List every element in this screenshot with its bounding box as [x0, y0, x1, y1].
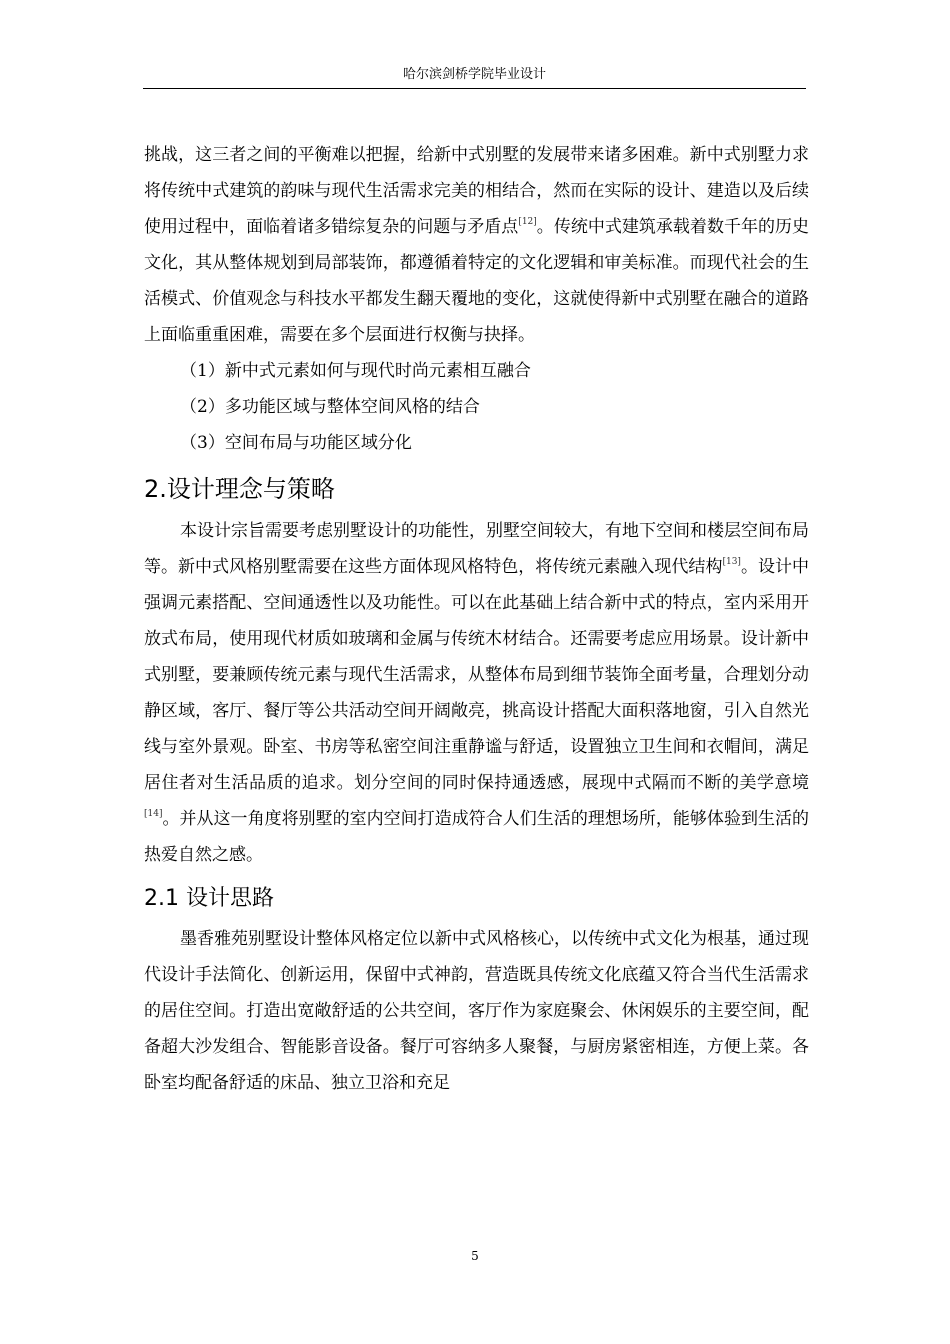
- paragraph-challenges: [144, 137, 809, 353]
- paragraph-text: 。传统中式建筑承载着数千年的历史文化，其从整体规划到局部装饰，都遵循着特定的文化逻辑和审美标准。而现代社会的生活模式、价值观念与科技水平都发生翻天覆地的变化，这就使得新中式别墅在融合的道路上面临重重困难，需要在多个层面进行权衡与抉择。: [144, 217, 810, 345]
- citation-13: [13]: [722, 557, 741, 567]
- paragraph-text: 本设计宗旨需要考虑别墅设计的功能性，别墅空间较大，有地下空间和楼层空间布局等。新中式风格别墅需要在这些方面体现风格特色，将传统元素融入现代结构: [144, 521, 809, 577]
- citation-12: [12]: [518, 217, 537, 227]
- paragraph-text: 。并从这一角度将别墅的室内空间打造成符合人们生活的理想场所，能够体验到生活的热爱自然之感。: [144, 809, 809, 865]
- list-item-2: （2）多功能区域与整体空间风格的结合: [180, 397, 480, 417]
- header-divider: [143, 88, 806, 89]
- paragraph-design-ideas: 墨香雅苑别墅设计整体风格定位以新中式风格核心，以传统中式文化为根基，通过现代设计手法简化、创新运用，保留中式神韵，营造既具传统文化底蕴又符合当代生活需求的居住空间。打造出宽敞舒适的公共空间，客厅作为家庭聚会、休闲娱乐的主要空间，配备超大沙发组合、智能影音设备。餐厅可容纳多人聚餐，与厨房紧密相连，方便上菜。各卧室均配备舒适的床品、独立卫浴和充足: [144, 929, 809, 1093]
- citation-14: [14]: [144, 809, 163, 819]
- document-body: [144, 137, 809, 1101]
- page-header: 哈尔滨剑桥学院毕业设计: [402, 67, 546, 82]
- paragraph-design-concept: [144, 513, 809, 873]
- paragraph-text: 。设计中强调元素搭配、空间通透性以及功能性。可以在此基础上结合新中式的特点，室内采用开放式布局，使用现代材质如玻璃和金属与传统木材结合。还需要考虑应用场景。设计新中式别墅，要兼顾传统元素与现代生活需求，从整体布局到细节装饰全面考量，合理划分动静区域，客厅、餐厅等公共活动空间开阔敞亮，挑高设计搭配大面积落地窗，引入自然光线与室外景观。卧室、书房等私密空间注重静谧与舒适，设置独立卫生间和衣帽间，满足居住者对生活品质的追求。划分空间的同时保持通透感，展现中式隔而不断的美学意境: [144, 557, 810, 793]
- page-number: 5: [471, 1249, 479, 1263]
- list-item-3: （3）空间布局与功能区域分化: [180, 433, 412, 453]
- list-item-1: （1）新中式元素如何与现代时尚元素相互融合: [180, 361, 531, 381]
- paragraph-text: 挑战，这三者之间的平衡难以把握，给新中式别墅的发展带来诸多困难。新中式别墅力求将传统中式建筑的韵味与现代生活需求完美的相结合，然而在实际的设计、建造以及后续使用过程中，面临着诸多错综复杂的问题与矛盾点: [144, 145, 809, 237]
- section-heading-2: 2.设计理念与策略: [144, 475, 335, 503]
- section-heading-2-1: 2.1 设计思路: [144, 886, 274, 911]
